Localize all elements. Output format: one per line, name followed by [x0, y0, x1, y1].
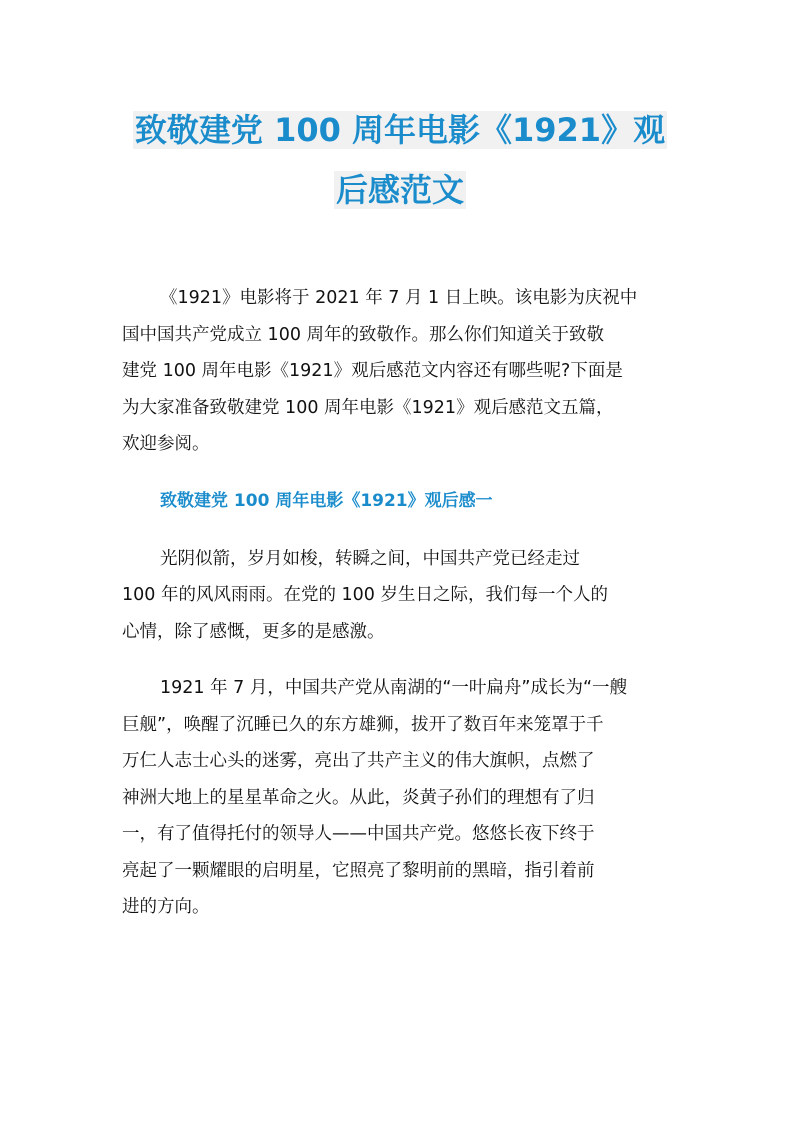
text-line: 欢迎参阅。 — [122, 434, 210, 454]
text-line: 建党 100 周年电影《1921》观后感范文内容还有哪些呢?下面是 — [122, 361, 623, 381]
text-line: 心情，除了感慨，更多的是感激。 — [122, 621, 385, 642]
text-line: 万仁人志士心头的迷雾，亮出了共产主义的伟大旗帜，点燃了 — [122, 751, 595, 771]
text-line: 一，有了值得托付的领导人——中国共产党。悠悠长夜下终于 — [122, 824, 595, 844]
text-line: 国中国共产党成立 100 周年的致敬作。那么你们知道关于致敬 — [122, 324, 605, 345]
text-line: 100 年的风风雨雨。在党的 100 岁生日之际，我们每一个人的 — [122, 585, 608, 605]
intro-paragraph — [122, 280, 682, 463]
text-line: 《1921》电影将于 2021 年 7 月 1 日上映。该电影为庆祝中 — [160, 288, 638, 308]
text-line: 神洲大地上的星星革命之火。从此，炎黄子孙们的理想有了归 — [122, 787, 595, 808]
title-line-2: 后感范文 — [335, 171, 464, 209]
text-line: 进的方向。 — [122, 897, 210, 917]
paragraph-1 — [122, 541, 682, 651]
section-heading: 致敬建党 100 周年电影《1921》观后感一 — [160, 490, 493, 511]
text-line: 巨舰”，唤醒了沉睡已久的东方雄狮，拔开了数百年来笼罩于千 — [122, 714, 604, 735]
text-line: 亮起了一颗耀眼的启明星，它照亮了黎明前的黑暗，指引着前 — [122, 860, 595, 881]
title-line-1: 致敬建党 100 周年电影《1921》观 — [134, 111, 666, 149]
text-line: 光阴似箭，岁月如梭，转瞬之间，中国共产党已经走过 — [160, 548, 580, 569]
text-line: 1921 年 7 月，中国共产党从南湖的“一叶扁舟”成长为“一艘 — [160, 678, 628, 698]
document-title — [0, 100, 800, 220]
document-body — [122, 280, 682, 926]
text-line: 为大家准备致敬建党 100 周年电影《1921》观后感范文五篇， — [122, 397, 614, 418]
paragraph-2 — [122, 670, 682, 926]
